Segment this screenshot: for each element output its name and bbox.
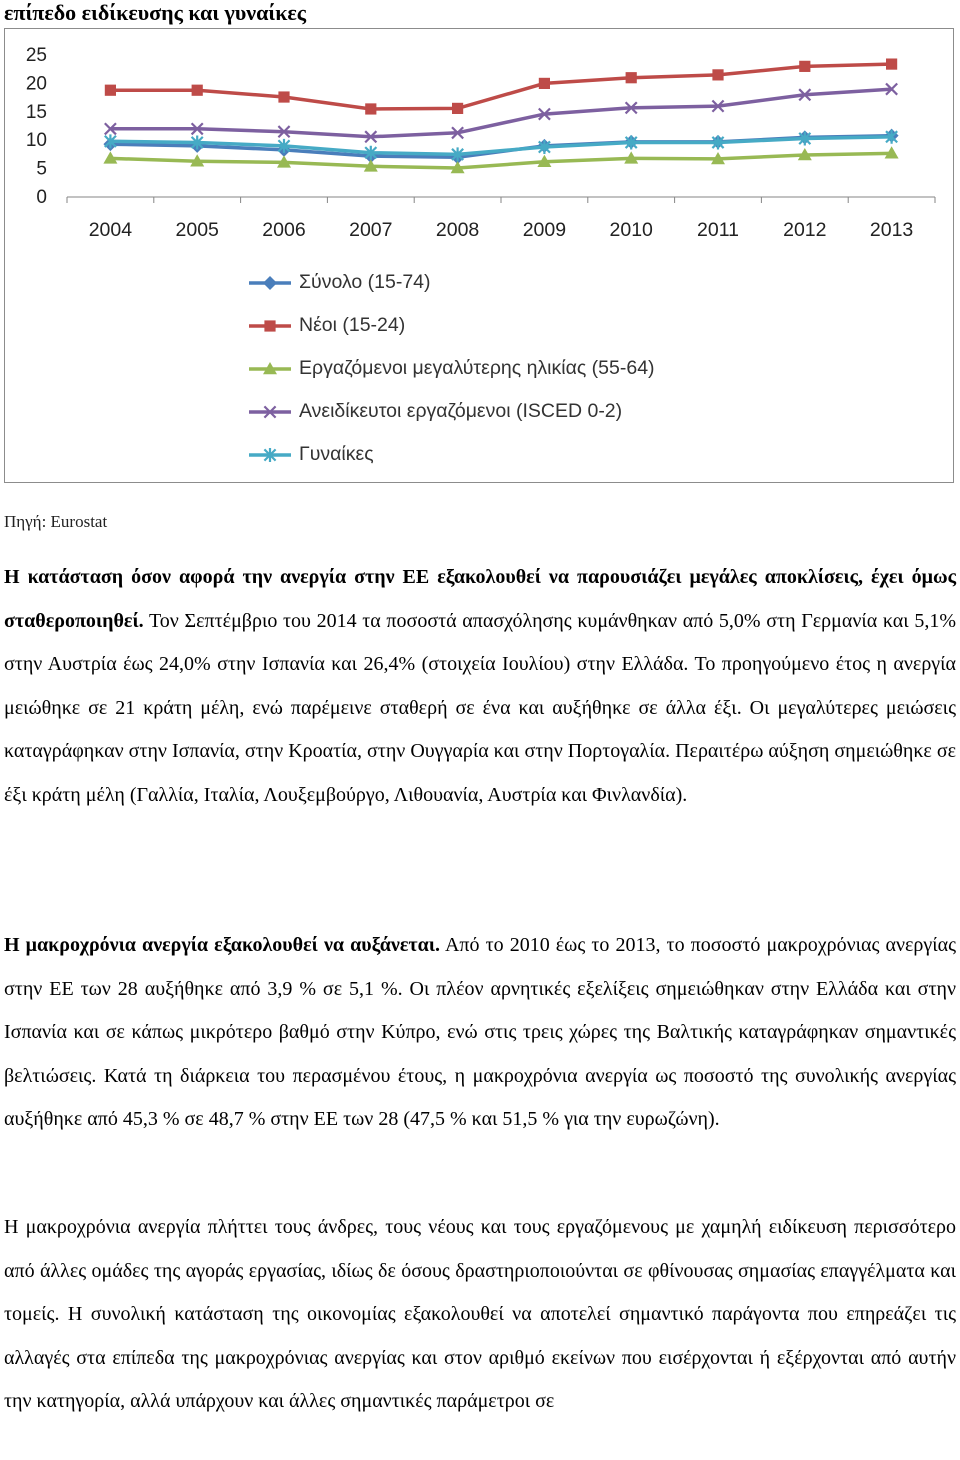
legend-item	[249, 347, 655, 390]
legend-swatch-icon	[249, 402, 291, 422]
y-tick-label: 25	[25, 45, 47, 66]
y-tick-label: 20	[25, 73, 47, 95]
y-tick-label: 0	[36, 187, 47, 208]
paragraph-unemployment-situation	[4, 556, 956, 818]
x-tick-label: 2004	[88, 219, 133, 241]
legend-item	[249, 261, 655, 304]
x-tick-label: 2011	[697, 219, 739, 241]
paragraph-long-term-unemployment	[4, 924, 956, 1142]
data-point	[712, 69, 723, 80]
paragraph-lead: Η κατάσταση όσον αφορά την ανεργία στην ΕΕ εξακολουθεί να παρουσιάζει μεγάλες αποκλίσεις, έχει όμως σταθεροποιηθεί.	[4, 566, 956, 632]
legend-label: Νέοι (15-24)	[299, 314, 406, 336]
y-tick-label: 15	[25, 101, 47, 123]
legend-marker	[264, 320, 275, 331]
legend-swatch-icon	[249, 273, 291, 293]
x-tick-label: 2009	[522, 219, 567, 241]
legend-label: Σύνολο (15-74)	[299, 271, 431, 293]
series-line	[110, 64, 891, 109]
line-chart	[4, 28, 954, 483]
data-point	[452, 103, 463, 114]
x-tick-label: 2013	[869, 219, 914, 241]
legend-item	[249, 304, 655, 347]
legend-item	[249, 433, 655, 476]
section-heading: επίπεδο ειδίκευσης και γυναίκες	[4, 0, 307, 25]
paragraph-affected-groups	[4, 1206, 956, 1424]
series-line	[110, 153, 891, 168]
legend-swatch-icon	[249, 316, 291, 336]
x-tick-label: 2005	[175, 219, 219, 241]
legend-swatch-icon	[249, 359, 291, 379]
x-tick-label: 2006	[262, 219, 306, 241]
x-tick-label: 2007	[349, 219, 393, 241]
paragraph-body: Τον Σεπτέμβριο του 2014 τα ποσοστά απασχόλησης κυμάνθηκαν από 5,0% στη Γερμανία και 5,1% στην Αυστρία έως 24,0% στην Ισπανία και 26,4% (στοιχεία Ιουλίου) στην Ελλάδα. Το προηγούμενο έτος η ανεργία μειώθηκε σε 21 κράτη μέλη, ενώ παρέμεινε σταθερή σε ένα και αυξήθηκε σε άλλα έξι. Οι μεγαλύτερες μειώσεις καταγράφηκαν στην Ισπανία, στην Κροατία, στην Ουγγαρία και στην Πορτογαλία. Περαιτέρω αύξηση σημειώθηκε σε έξι κράτη μέλη (Γαλλία, Ιταλία, Λουξεμβούργο, Λιθουανία, Αυστρία και Φινλανδία).	[4, 609, 956, 806]
y-tick-label: 5	[36, 158, 47, 180]
data-point	[799, 61, 810, 72]
legend-item	[249, 390, 655, 433]
chart-plot	[5, 29, 955, 261]
y-tick-label: 10	[25, 130, 47, 152]
paragraph-body: Η μακροχρόνια ανεργία πλήττει τους άνδρες, τους νέους και τους εργαζόμενους με χαμηλή ειδίκευση περισσότερο από άλλες ομάδες της αγοράς εργασίας, ιδίως δε όσους δραστηριοποιούνται σε φθίνουσας σημασίας επαγγέλματα και τομείς. Η συνολική κατάσταση της οικονομίας εξακολουθεί να αποτελεί σημαντικό παράγοντα που επηρεάζει τις αλλαγές στα επίπεδα της μακροχρόνιας ανεργίας και στον αριθμό εκείνων που εισέρχονται ή εξέρχονται από αυτήν την κατηγορία, αλλά υπάρχουν και άλλες σημαντικές παράμετροι σε	[4, 1216, 956, 1413]
x-tick-label: 2012	[783, 219, 827, 241]
data-point	[278, 91, 289, 102]
data-point	[105, 85, 116, 96]
chart-source: Πηγή: Eurostat	[4, 512, 108, 531]
legend-label: Εργαζόμενοι μεγαλύτερης ηλικίας (55-64)	[299, 357, 655, 379]
paragraph-body: Από το 2010 έως το 2013, το ποσοστό μακροχρόνιας ανεργίας στην ΕΕ των 28 αυξήθηκε από 3,9 % σε 5,1 %. Οι πλέον αρνητικές εξελίξεις σημειώθηκαν στην Ελλάδα και στην Ισπανία και σε κάπως μικρότερο βαθμό στην Κύπρο, ενώ στις τρεις χώρες της Βαλτικής καταγράφηκαν σημαντικές βελτιώσεις. Κατά τη διάρκεια του περασμένου έτους, η μακροχρόνια ανεργία ως ποσοστό της συνολικής ανεργίας αυξήθηκε από 45,3 % σε 48,7 % στην ΕΕ των 28 (47,5 % και 51,5 % για την ευρωζώνη).	[4, 934, 957, 1131]
legend-label: Ανειδίκευτοι εργαζόμενοι (ISCED 0-2)	[299, 400, 623, 422]
legend-swatch-icon	[249, 445, 291, 465]
x-tick-label: 2008	[435, 219, 480, 241]
data-point	[886, 58, 897, 69]
legend-label: Γυναίκες	[299, 443, 374, 465]
data-point	[365, 103, 376, 114]
data-point	[626, 72, 637, 83]
paragraph-lead: Η μακροχρόνια ανεργία εξακολουθεί να αυξάνεται.	[4, 934, 440, 956]
x-tick-label: 2010	[609, 219, 653, 241]
data-point	[192, 85, 203, 96]
data-point	[539, 78, 550, 89]
legend-marker	[263, 276, 277, 290]
chart-legend	[249, 261, 655, 476]
